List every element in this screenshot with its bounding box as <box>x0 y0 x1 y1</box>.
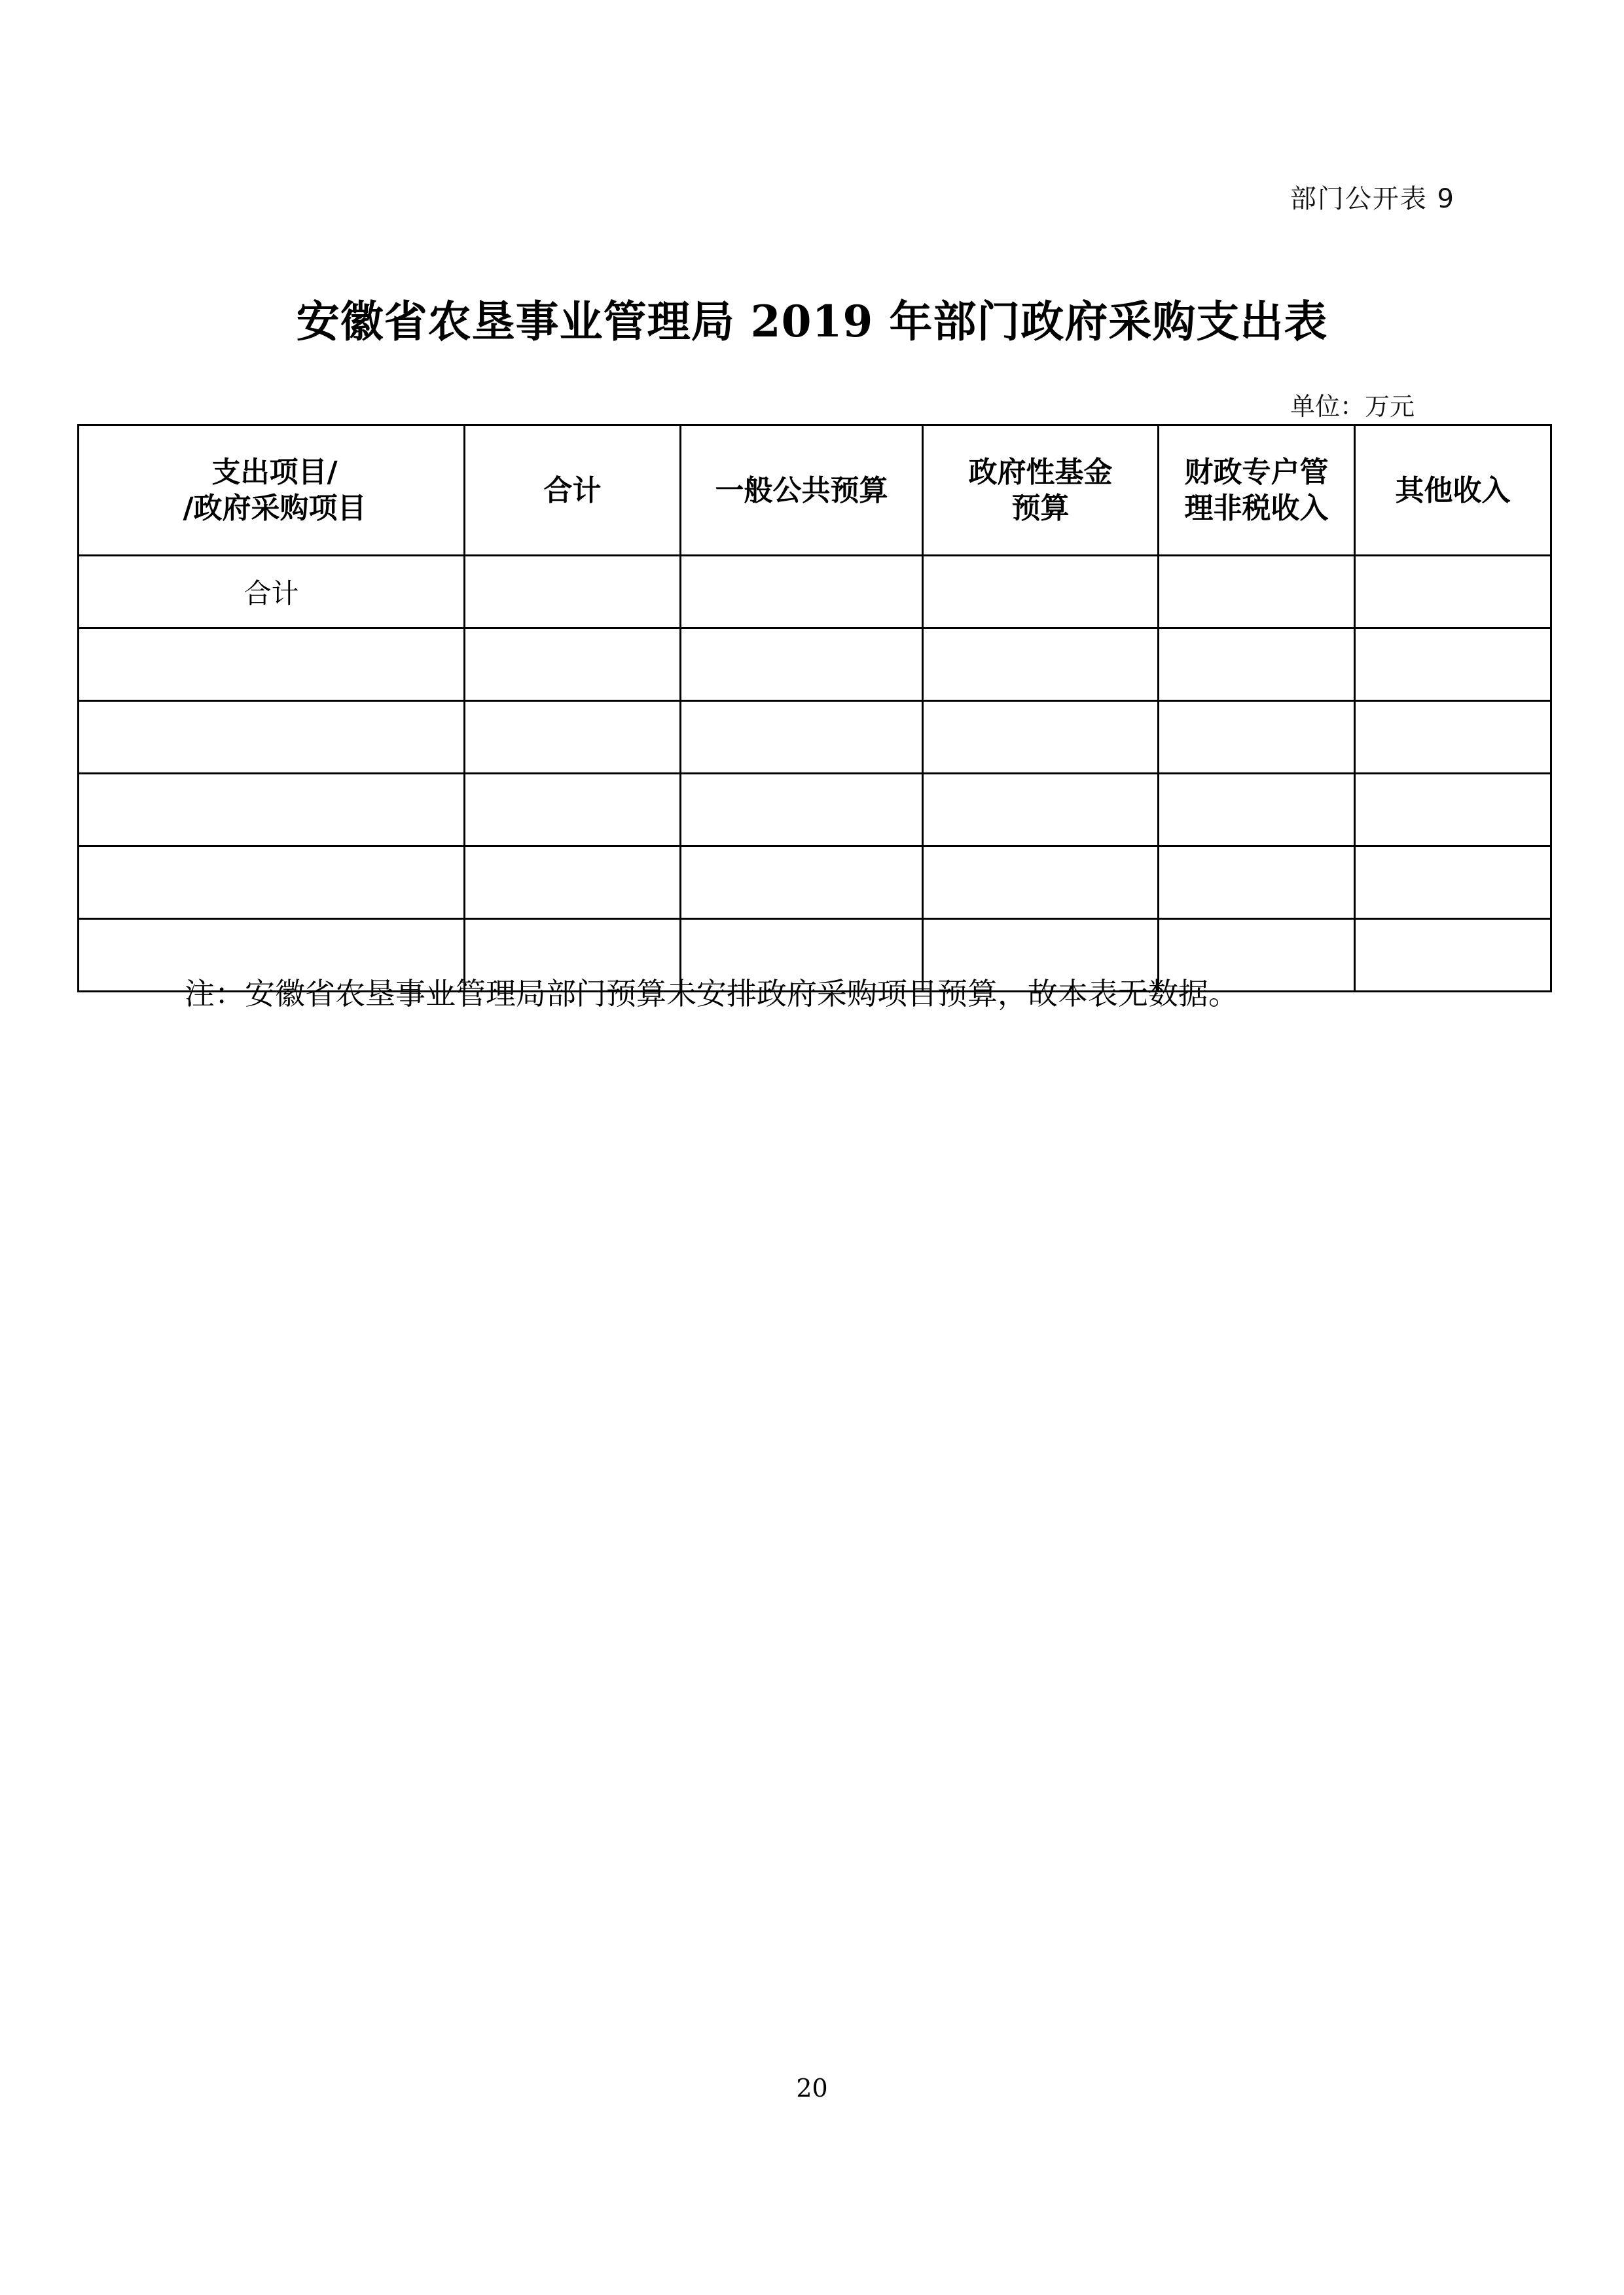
column-header-special-account-nontax <box>1159 425 1355 556</box>
column-header-special-account-nontax-line2: 理非税收入 <box>1184 492 1329 525</box>
cell-total <box>465 701 681 774</box>
cell-general-public-budget <box>681 701 923 774</box>
cell-special-account-nontax <box>1159 701 1355 774</box>
cell-other-income <box>1355 556 1551 628</box>
column-header-special-account-nontax-line1: 财政专户管 <box>1184 456 1329 489</box>
row-label <box>79 774 465 846</box>
table-body <box>79 556 1551 992</box>
table-footnote: 注：安徽省农垦事业管理局部门预算未安排政府采购项目预算，故本表无数据。 <box>185 976 1238 1011</box>
procurement-table-container <box>77 424 1550 992</box>
cell-government-fund-budget <box>923 556 1159 628</box>
table-row <box>79 628 1551 701</box>
row-label <box>79 628 465 701</box>
column-header-government-fund-budget-line2: 预算 <box>1011 492 1070 525</box>
row-label-total: 合计 <box>79 556 465 628</box>
cell-other-income <box>1355 701 1551 774</box>
cell-total <box>465 846 681 919</box>
column-header-government-fund-budget <box>923 425 1159 556</box>
cell-other-income <box>1355 628 1551 701</box>
cell-government-fund-budget <box>923 774 1159 846</box>
unit-label: 单位：万元 <box>1290 392 1415 421</box>
column-header-government-fund-budget-line1: 政府性基金 <box>968 456 1113 489</box>
cell-general-public-budget <box>681 556 923 628</box>
column-header-other-income: 其他收入 <box>1355 425 1551 556</box>
cell-total <box>465 556 681 628</box>
cell-special-account-nontax <box>1159 556 1355 628</box>
cell-government-fund-budget <box>923 628 1159 701</box>
cell-special-account-nontax <box>1159 846 1355 919</box>
cell-total <box>465 774 681 846</box>
cell-special-account-nontax <box>1159 628 1355 701</box>
cell-total <box>465 628 681 701</box>
column-header-total: 合计 <box>465 425 681 556</box>
cell-other-income <box>1355 846 1551 919</box>
form-number-label: 部门公开表 9 <box>1290 184 1455 214</box>
page-number: 20 <box>796 2074 828 2103</box>
table-row <box>79 846 1551 919</box>
table-row <box>79 701 1551 774</box>
row-label <box>79 846 465 919</box>
cell-general-public-budget <box>681 846 923 919</box>
procurement-expenditure-table <box>77 424 1552 992</box>
table-row <box>79 774 1551 846</box>
cell-government-fund-budget <box>923 846 1159 919</box>
cell-general-public-budget <box>681 628 923 701</box>
page-title: 安徽省农垦事业管理局 2019 年部门政府采购支出表 <box>296 296 1328 347</box>
cell-other-income <box>1355 774 1551 846</box>
column-header-expenditure-item <box>79 425 465 556</box>
column-header-expenditure-item-line2: /政府采购项目 <box>183 492 367 525</box>
table-row <box>79 556 1551 628</box>
column-header-expenditure-item-line1: 支出项目/ <box>211 456 338 489</box>
cell-government-fund-budget <box>923 701 1159 774</box>
table-header <box>79 425 1551 556</box>
table-header-row <box>79 425 1551 556</box>
column-header-general-public-budget: 一般公共预算 <box>681 425 923 556</box>
row-label <box>79 701 465 774</box>
cell-general-public-budget <box>681 774 923 846</box>
cell-special-account-nontax <box>1159 774 1355 846</box>
